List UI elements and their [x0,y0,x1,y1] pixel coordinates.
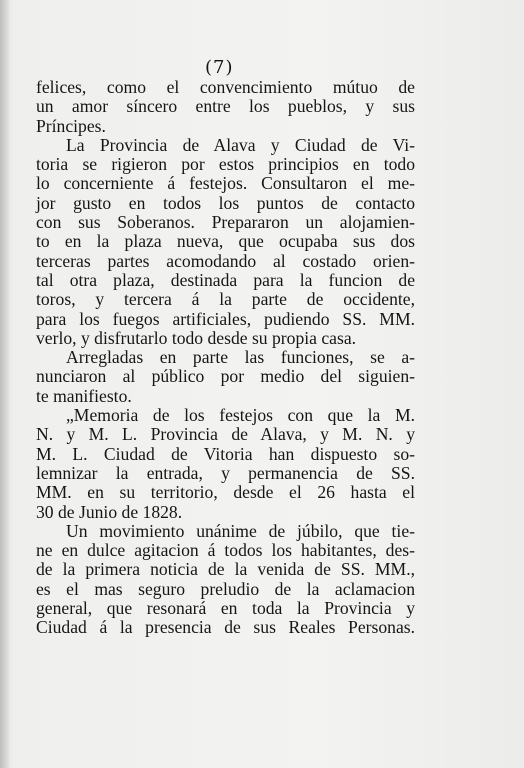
text-line: terceras partes acomodando al costado orien- [36,250,415,271]
text-line: general, que resonará en toda la Provincia y [36,598,415,619]
text-line: to en la plaza nueva, que ocupaba sus dos [36,231,415,252]
page-number: (7) [205,57,234,78]
text-line: Un movimiento unánime de júbilo, que tie- [66,520,415,541]
text-line: jor gusto en todos los puntos de contacto [36,192,415,213]
text-line: toros, y tercera á la parte de occidente, [36,289,415,310]
text-line: N. y M. L. Provincia de Alava, y M. N. y [36,424,415,445]
text-line: nunciaron al público por medio del siguien- [36,366,415,387]
text-line: es el mas seguro preludio de la aclamacion [36,578,415,599]
text-line: para los fuegos artificiales, pudiendo SS. MM. [36,308,415,329]
text-line: „Memoria de los festejos con que la M. [66,405,415,426]
text-line: de la primera noticia de la venida de SS. MM., [36,559,415,580]
text-line: MM. en su territorio, desde el 26 hasta el [36,482,415,503]
text-line: Arregladas en parte las funciones, se a- [66,347,415,368]
text-line: lo concerniente á festejos. Consultaron el me- [36,173,415,194]
text-line: La Provincia de Alava y Ciudad de Vi- [66,134,415,155]
text-line: 30 de Junio de 1828. [36,501,183,522]
text-line: Ciudad á la presencia de sus Reales Personas. [36,617,415,638]
body-text [36,78,415,638]
text-line: felices, como el convencimiento mútuo de [36,77,415,97]
page-gutter [0,0,9,768]
text-line: Príncipes. [36,115,106,136]
text-line: verlo, y disfrutarlo todo desde su propia casa. [36,327,357,348]
text-line: toria se rigieron por estos principios en todo [36,154,415,175]
text-line: te manifiesto. [36,385,132,406]
text-line: M. L. Ciudad de Vitoria han dispuesto so- [36,443,415,464]
text-line: lemnizar la entrada, y permanencia de SS. [36,462,415,483]
text-line: un amor síncero entre los pueblos, y sus [36,96,415,117]
text-line: ne en dulce agitacion á todos los habitantes, des- [36,540,415,561]
text-line: tal otra plaza, destinada para la funcion de [36,269,415,290]
text-line: con sus Soberanos. Prepararon un alojamien- [36,212,415,233]
